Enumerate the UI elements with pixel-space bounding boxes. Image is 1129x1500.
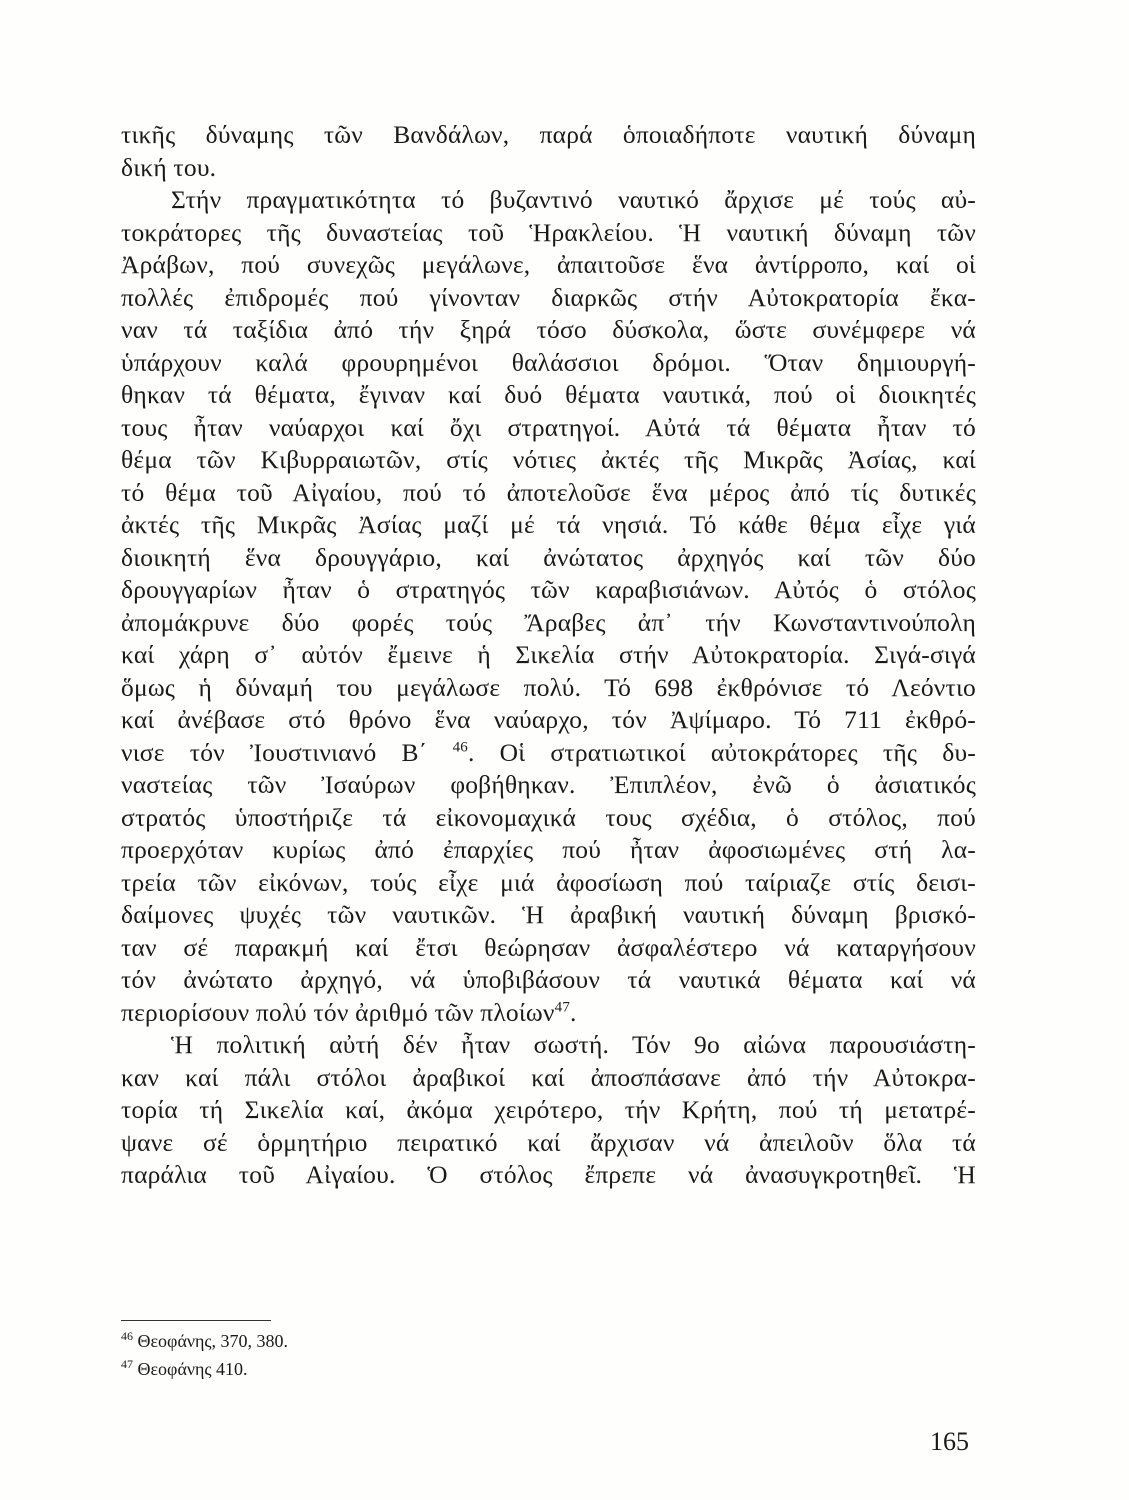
text-line: ναστείας τῶν Ἰσαύρων φοβήθηκαν. Ἐπιπλέον, ἐνῶ ὁ ἀσιατικός [121,770,976,799]
text-fragment: . [570,997,577,1027]
footnote-divider [121,1320,271,1321]
text-line: τρεία τῶν εἰκόνων, τούς εἶχε μιά ἀφοσίωση πού ταίριαζε στίς δεισι- [121,867,976,897]
footnote-item [121,1355,721,1383]
text-line: προερχόταν κυρίως ἀπό ἐπαρχίες πού ἦταν ἀφοσιωμένες στή λα- [121,835,976,864]
text-line: ἀπομάκρυνε δύο φορές τούς Ἄραβες ἀπ᾿ τήν Κωνσταντινούπολη [121,607,976,637]
text-line: καί χάρη σ᾿ αὐτόν ἔμεινε ἡ Σικελία στήν Αὐτοκρατορία. Σιγά-σιγά [121,640,976,669]
text-line: τικῆς δύναμης τῶν Βανδάλων, παρά ὁποιαδήποτε ναυτική δύναμη [121,120,976,149]
text-fragment: περιορίσουν πολύ τόν ἀριθμό τῶν πλοίων [121,997,555,1027]
text-line: ναν τά ταξίδια ἀπό τήν ξηρά τόσο δύσκολα, ὥστε συνέμφερε νά [121,315,976,344]
paragraph-2 [121,184,976,1029]
text-line: πολλές ἐπιδρομές πού γίνονταν διαρκῶς στήν Αὐτοκρατορία ἔκα- [121,282,976,312]
paragraph-3 [121,1029,976,1192]
text-line: τορία τή Σικελία καί, ἀκόμα χειρότερο, τήν Κρήτη, πού τή μετατρέ- [121,1095,976,1124]
footnote-ref-46[interactable]: 46 [452,739,468,755]
text-line: θηκαν τά θέματα, ἔγιναν καί δυό θέματα ναυτικά, πού οἱ διοικητές [121,380,976,409]
paragraph-1 [121,119,976,184]
text-line: παράλια τοῦ Αἰγαίου. Ὁ στόλος ἔπρεπε νά ἀνασυγκροτηθεῖ. Ἡ [121,1160,976,1189]
text-line: ψανε σέ ὁρμητήριο πειρατικό καί ἄρχισαν νά ἀπειλοῦν ὅλα τά [121,1127,976,1157]
text-line: δρουγγαρίων ἦταν ὁ στρατηγός τῶν καραβισιάνων. Αὐτός ὁ στόλος [121,575,976,604]
text-line: στρατός ὑποστήριζε τά εἰκονομαχικά τους σχέδια, ὁ στόλος, πού [121,802,976,832]
text-line: δαίμονες ψυχές τῶν ναυτικῶν. Ἡ ἀραβική ναυτική δύναμη βρισκό- [121,900,976,929]
text-line: Στήν πραγματικότητα τό βυζαντινό ναυτικό ἄρχισε μέ τούς αὐ- [171,185,976,214]
page-number: 165 [930,1427,969,1456]
text-line: θέμα τῶν Κιβυρραιωτῶν, στίς νότιες ἀκτές τῆς Μικρᾶς Ἀσίας, καί [121,445,976,474]
text-line: ἀκτές τῆς Μικρᾶς Ἀσίας μαζί μέ τά νησιά. Τό κάθε θέμα εἶχε γιά [121,510,976,539]
footnotes [121,1327,721,1383]
body-text [121,119,976,1192]
text-line: τόν ἀνώτατο ἀρχηγό, νά ὑποβιβάσουν τά ναυτικά θέματα καί νά [121,965,976,994]
footnote-ref-47[interactable]: 47 [554,999,571,1015]
text-fragment: νισε τόν Ἰουστινιανό Β΄ [121,737,428,767]
footnote-number: 47 [121,1357,133,1371]
text-line: ὑπάρχουν καλά φρουρημένοι θαλάσσιοι δρόμοι. Ὅταν δημιουργή- [121,347,976,377]
text-fragment: . Οἱ στρατιωτικοί αὐτοκράτορες τῆς δυ- [467,737,976,767]
text-line: Ἀράβων, πού συνεχῶς μεγάλωνε, ἀπαιτοῦσε ἕνα ἀντίρροπο, καί οἱ [121,250,976,279]
text-line: Ἡ πολιτική αὐτή δέν ἦταν σωστή. Τόν 9ο αἰώνα παρουσιάστη- [171,1030,976,1059]
footnote-text: Θεοφάνης 410. [137,1359,248,1379]
text-line [121,737,976,770]
text-line: ταν σέ παρακμή καί ἔτσι θεώρησαν ἀσφαλέστερο νά καταργήσουν [121,932,976,962]
text-line: ὅμως ἡ δύναμή του μεγάλωσε πολύ. Τό 698 ἐκθρόνισε τό Λεόντιο [121,672,976,702]
footnote-item [121,1327,721,1355]
footnote-number: 46 [121,1329,133,1343]
text-line: διοικητή ἕνα δρουγγάριο, καί ἀνώτατος ἀρχηγός καί τῶν δύο [121,542,976,572]
text-line: δική του. [121,152,217,182]
text-line: τους ἦταν ναύαρχοι καί ὄχι στρατηγοί. Αὐτά τά θέματα ἦταν τό [121,412,976,442]
text-line: τό θέμα τοῦ Αἰγαίου, πού τό ἀποτελοῦσε ἕνα μέρος ἀπό τίς δυτικές [121,477,976,507]
text-line: τοκράτορες τῆς δυναστείας τοῦ Ἡρακλείου. Ἡ ναυτική δύναμη τῶν [121,217,976,247]
text-line: καν καί πάλι στόλοι ἀραβικοί καί ἀποσπάσανε ἀπό τήν Αὐτοκρα- [121,1062,976,1092]
text-line [121,997,976,1030]
footnote-text: Θεοφάνης, 370, 380. [137,1331,289,1351]
text-line: καί ἀνέβασε στό θρόνο ἕνα ναύαρχο, τόν Ἀψίμαρο. Τό 711 ἐκθρό- [121,705,976,734]
